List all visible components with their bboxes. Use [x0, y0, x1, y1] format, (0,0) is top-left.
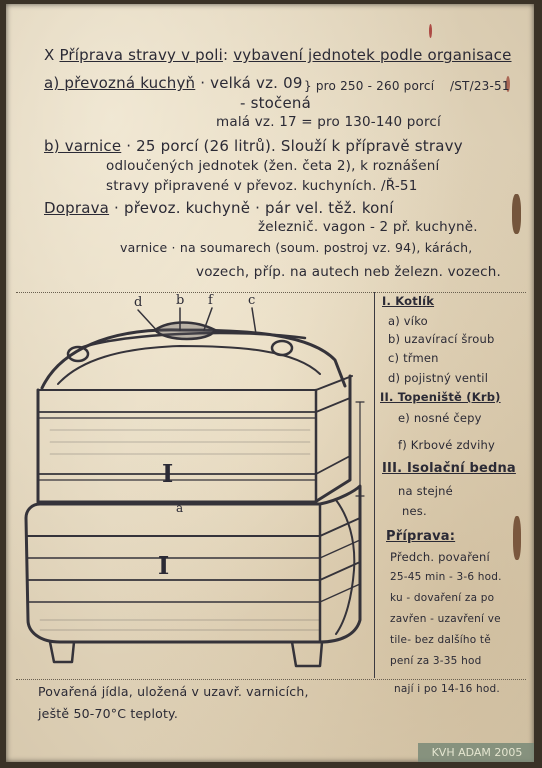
legend-kotlik: I. Kotlík: [382, 294, 435, 308]
transport-text2: železnič. vagon - 2 př. kuchyně.: [258, 219, 478, 235]
page-title: Příprava stravy v poli: [59, 46, 223, 64]
preparation-line-5: tile- bez dalšího tě: [390, 634, 491, 646]
section-b-text1: · 25 porcí (26 litrů). Slouží k přípravě stravy: [126, 137, 463, 155]
section-a-note: } pro 250 - 260 porcí: [304, 79, 435, 93]
section-b-line1: [44, 139, 463, 154]
legend-item-e: e) nosné čepy: [398, 411, 482, 425]
legend-item-b: b) uzavírací šroub: [388, 332, 495, 346]
document-page: [6, 4, 534, 762]
section-b-text3: stravy připravené v převoz. kuchyních. /Ř-51: [106, 178, 418, 194]
section-b-label: b) varnice: [44, 137, 122, 155]
preparation-line-3: ku - dovaření za po: [390, 592, 495, 604]
legend-topeniste: II. Topeniště (Krb): [380, 390, 501, 404]
section-a-label: a) převozná kuchyň: [44, 74, 196, 92]
legend-isolacni-3: nes.: [402, 504, 427, 518]
diagram-numeral-lower: I: [158, 551, 170, 580]
section-a-ref: /ST/23-51: [450, 79, 510, 93]
diagram-label-f: f: [208, 293, 213, 308]
legend-isolacni: III. Isolační bedna: [382, 461, 516, 476]
preparation-line-2: 25-45 min - 3-6 hod.: [390, 571, 502, 583]
section-numeral: X: [44, 46, 55, 64]
section-b-text2: odloučených jednotek (žen. četa 2), k roznášení: [106, 158, 440, 174]
diagram-mark-a: a: [176, 501, 184, 515]
transport-text1: · převoz. kuchyně · pár vel. těž. koní: [114, 199, 394, 217]
red-mark: [429, 24, 432, 38]
transport-text4: vozech, příp. na autech neb železn. vozech.: [196, 264, 501, 280]
section-a-large: · velká vz. 09: [200, 74, 303, 92]
legend-item-c: c) třmen: [388, 351, 439, 365]
diagram-divider: [374, 292, 375, 678]
section-a-small: malá vz. 17 = pro 130-140 porcí: [216, 114, 441, 130]
page-subtitle: vybavení jednotek podle organisace: [233, 46, 512, 64]
diagram-numeral-upper: I: [162, 459, 174, 488]
transport-text3: varnice · na soumarech (soum. postroj vz. 94), kárách,: [120, 240, 473, 255]
caption-line-2: ještě 50-70°C teploty.: [38, 706, 179, 721]
rust-stain: [512, 194, 521, 234]
transport-label: Doprava: [44, 199, 110, 217]
diagram-label-b: b: [176, 293, 185, 308]
diagram-label-c: c: [248, 293, 256, 308]
preparation-label: Příprava:: [386, 529, 456, 544]
field-kitchen-illustration: [20, 290, 372, 682]
section-a-line1: [44, 76, 303, 91]
header-title-line: X Příprava stravy v poli: vybavení jednotek podle organisace: [44, 46, 512, 64]
caption-line-1: Povařená jídla, uložená v uzavř. varnicích,: [38, 684, 309, 699]
watermark: KVH ADAM 2005: [418, 743, 534, 762]
preparation-line-7: nají i po 14-16 hod.: [394, 683, 500, 695]
preparation-line-6: pení za 3-35 hod: [390, 655, 482, 667]
diagram-label-d: d: [134, 295, 143, 310]
legend-item-a: a) víko: [388, 314, 428, 328]
legend-item-d: d) pojistný ventil: [388, 371, 489, 385]
legend-isolacni-2: na stejné: [398, 484, 453, 498]
section-a-rolled: - stočená: [240, 94, 312, 112]
transport-line1: [44, 201, 394, 216]
preparation-line-1: Předch. povaření: [390, 550, 490, 564]
preparation-line-4: zavřen - uzavření ve: [390, 613, 501, 625]
legend-item-f: f) Krbové zdvihy: [398, 438, 495, 452]
